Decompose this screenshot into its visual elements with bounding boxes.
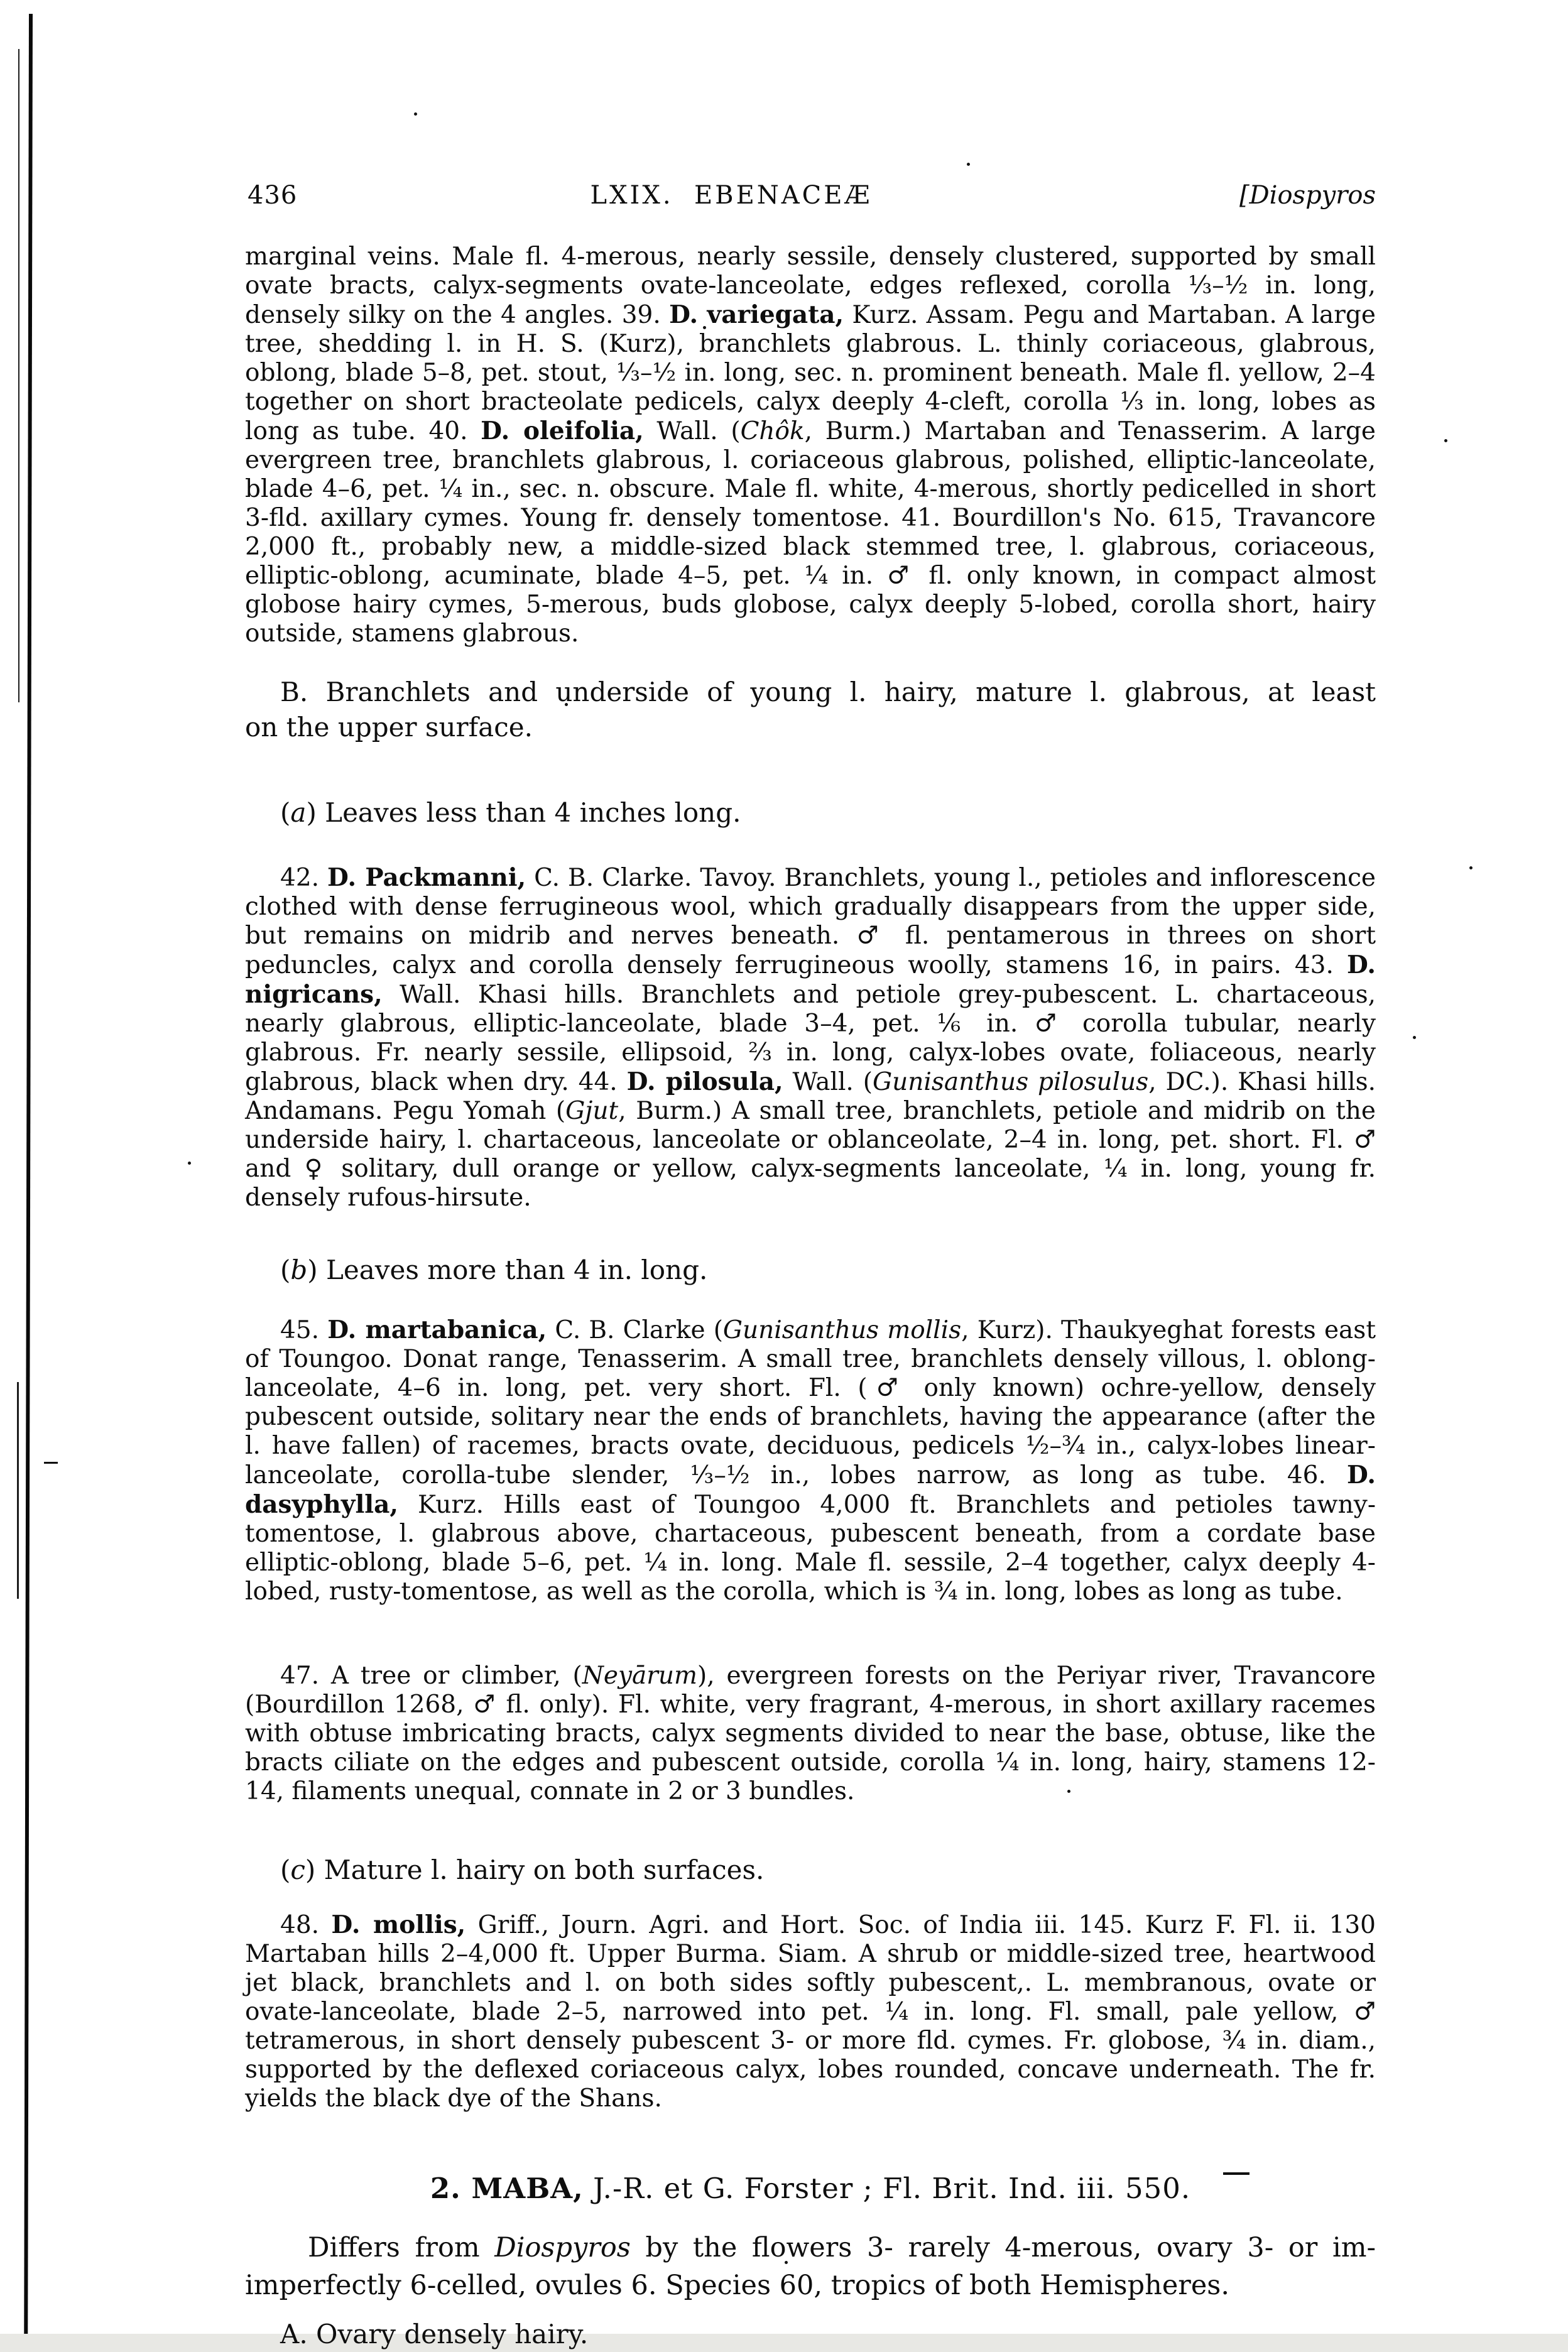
text-run: Wall. ( (643, 417, 741, 445)
text-run: ( (280, 1854, 291, 1885)
running-header-genus: [Diospyros (1239, 181, 1376, 210)
text-run: 47. A tree or climber, ( (280, 1662, 582, 1690)
text-run: 48. (280, 1911, 332, 1939)
text-run: Wall. ( (783, 1068, 873, 1096)
species-name: D. mollis, (331, 1910, 466, 1939)
text-run: marginal veins. Male fl. 4-merous, nearly sessile, densely clustered, supported by small ovate bracts, calyx-segments ovate-lanceolate, edges reflexed, corolla ⅓–½ in. long, densely silky on the 4 angles. 39. (245, 242, 1376, 329)
text-run: 45. (280, 1316, 328, 1344)
species-name: D. pilosula, (626, 1067, 783, 1096)
text-line (245, 675, 1376, 710)
text-run: by the flowers 3- rarely 4-merous, ovary 3- or im- (630, 2232, 1376, 2263)
text-run: 42. (280, 864, 328, 892)
scan-artifact-thin-line-upper (18, 49, 19, 702)
italic-text: Gunisanthus mollis (722, 1316, 962, 1344)
paragraph-species-47 (245, 1662, 1376, 1806)
italic-text: Gunisanthus pilosulus (872, 1068, 1149, 1096)
paragraph-species-39-41 (245, 242, 1376, 648)
text-run: ) Leaves more than 4 in. long. (307, 1255, 708, 1285)
text-run: ) Mature l. hairy on both surfaces. (305, 1854, 765, 1885)
text-run: J.-R. et G. Forster ; Fl. Brit. Ind. iii. 550. (583, 2172, 1191, 2205)
text-run: ) Leaves less than 4 inches long. (306, 797, 741, 828)
italic-text: b (290, 1255, 308, 1285)
genus-heading-maba (245, 2171, 1376, 2206)
subsection-heading-c (245, 1853, 1376, 1888)
species-name: D. nigricans, (245, 950, 1376, 1009)
text-line (245, 710, 1376, 745)
page-number: 436 (248, 181, 298, 210)
text-run: Kurz. Assam. Pegu and Martaban. A large tree, shedding l. in H. S. (Kurz), branchlets glabrous. L. thinly coriaceous, glabrous, oblong, blade 5–8, pet. stout, ⅓–½ in. long, sec. n. prominent beneath. Male fl. yellow, 2–4 together on short bracteolate pedicels, calyx deeply 4-cleft, corolla ⅓ in. long, lobes as long as tube. 40. (245, 301, 1376, 445)
text-run: imperfectly 6-celled, ovules 6. Species 60, tropics of both Hemispheres. (245, 2270, 1230, 2301)
page-header (245, 181, 1376, 211)
text-run: Kurz. Hills east of Toungoo 4,000 ft. Branchlets and petioles tawny-tomentose, l. glabrous above, chartaceous, pubescent beneath, from a cordate base elliptic-oblong, blade 5–6, pet. ¼ in. long. Male fl. sessile, 2–4 together, calyx deeply 4-lobed, rusty-tomentose, as well as the corolla, which is ¾ in. long, lobes as long as tube. (245, 1491, 1376, 1606)
italic-text: a (290, 797, 307, 828)
paragraph-species-48 (245, 1910, 1376, 2113)
text-line (245, 2267, 1376, 2304)
text-run: A. Ovary densely hairy. (280, 2319, 589, 2349)
species-name: D. Packmanni, (327, 863, 526, 892)
subsection-heading-a (245, 795, 1376, 830)
species-name: D. variegata, (669, 300, 844, 329)
text-run: , DC.). Khasi hills. Andamans. Pegu Yomah ( (245, 1068, 1376, 1125)
section-heading-B (245, 675, 1376, 745)
text-run: , Kurz). Thaukyeghat forests east of Toungoo. Donat range, Tenasserim. A small tree, branchlets densely villous, l. oblong-lanceolate, 4–6 in. long, pet. very short. Fl. (♂ only known) ochre-yellow, densely pubescent outside, solitary near the ends of branchlets, having the appearance (after the l. have fallen) of racemes, bracts ovate, deciduous, pedicels ½–¾ in., calyx-lobes linear-lanceolate, corolla-tube slender, ⅓–½ in., lobes narrow, as long as tube. 46. (245, 1316, 1376, 1489)
subsection-heading-b (245, 1253, 1376, 1288)
text-column (245, 242, 1376, 2352)
italic-text: Chôk (740, 417, 805, 445)
italic-text: Gjut (565, 1097, 619, 1125)
text-run: B. Branchlets and underside of young l. hairy, mature l. glabrous, at least (280, 677, 1376, 707)
text-run: ( (280, 1255, 291, 1285)
species-name: D. oleifolia, (481, 416, 644, 445)
text-run: Wall. Khasi hills. Branchlets and petiole grey-pubescent. L. chartaceous, nearly glabrous, elliptic-lanceolate, blade 3–4, pet. ⅙ in. ♂ corolla tubular, nearly glabrous. Fr. nearly sessile, ellipsoid, ⅔ in. long, calyx-lobes ovate, foliaceous, nearly glabrous, black when dry. 44. (245, 981, 1376, 1096)
text-run: C. B. Clarke. Tavoy. Branchlets, young l., petioles and inflorescence clothed with dense ferrugineous wool, which gradually disappears from the upper side, but remains on midrib and nerves beneath. ♂ fl. pentamerous in threes on short peduncles, calyx and corolla densely ferrugineous woolly, stamens 16, in pairs. 43. (245, 864, 1376, 979)
text-run: ( (280, 797, 291, 828)
text-run: C. B. Clarke ( (547, 1316, 723, 1344)
species-name: D. martabanica, (327, 1315, 547, 1344)
text-run: , Burm.) Martaban and Tenasserim. A large evergreen tree, branchlets glabrous, l. coriaceous glabrous, polished, elliptic-lanceolate, blade 4–6, pet. ¼ in., sec. n. obscure. Male fl. white, 4-merous, shortly pedicelled in short 3-fld. axillary cymes. Young fr. densely tomentose. 41. Bourdillon's No. 615, Travancore 2,000 ft., probably new, a middle-sized black stemmed tree, l. glabrous, coriaceous, elliptic-oblong, acuminate, blade 4–5, pet. ¼ in. ♂ fl. only known, in compact almost globose hairy cymes, 5-merous, buds globose, calyx deeply 5-lobed, corolla short, hairy outside, stamens glabrous. (245, 417, 1376, 648)
text-run: , Burm.) A small tree, branchlets, petiole and midrib on the underside hairy, l. chartaceous, lanceolate or oblanceolate, 2–4 in. long, pet. short. Fl. ♂ and ♀ solitary, dull orange or yellow, calyx-segments lanceolate, ¼ in. long, young fr. densely rufous-hirsute. (245, 1097, 1376, 1212)
text-run: ), evergreen forests on the Periyar river, Travancore (Bourdillon 1268, ♂ fl. only). Fl. white, very fragrant, 4-merous, in short axillary racemes with obtuse imbricating bracts, calyx segments divided to near the base, obtuse, like the bracts ciliate on the edges and pubescent outside, corolla ¼ in. long, hairy, stamens 12-14, filaments unequal, connate in 2 or 3 bundles. (245, 1662, 1376, 1805)
paragraph-species-42-44 (245, 863, 1376, 1212)
italic-text: Diospyros (494, 2232, 631, 2263)
scan-artifact-speckles (0, 0, 2, 2)
section-heading-A-ovary (245, 2317, 1376, 2352)
species-name: 2. MABA, (430, 2172, 584, 2205)
species-name: D. dasyphylla, (245, 1461, 1376, 1519)
scan-artifact-thin-line-lower (17, 1382, 19, 1599)
running-header-title: LXIX. EBENACEÆ (590, 181, 873, 210)
text-line (245, 2229, 1376, 2267)
text-run: Griff., Journ. Agri. and Hort. Soc. of India iii. 145. Kurz F. Fl. ii. 130 Martaban hills 2–4,000 ft. Upper Burma. Siam. A shrub or middle-sized tree, heartwood jet black, branchlets and l. on both sides softly pubescent,. L. membranous, ovate or ovate-lanceolate, blade 2–5, narrowed into pet. ¼ in. long. Fl. small, pale yellow, ♂ tetramerous, in short densely pubescent 3- or more fld. cymes. Fr. globose, ¾ in. diam., supported by the deflexed coriaceous calyx, lobes rounded, concave underneath. The fr. yields the black dye of the Shans. (245, 1911, 1376, 2113)
italic-text: c (290, 1854, 305, 1885)
scan-artifact-dash-left (44, 1462, 58, 1464)
paragraph-maba-intro (245, 2229, 1376, 2304)
italic-text: Neyārum (582, 1662, 698, 1690)
text-run: on the upper surface. (245, 712, 533, 743)
scan-artifact-thick-line (24, 14, 33, 2334)
text-content (245, 181, 1376, 2352)
paragraph-species-45-46 (245, 1315, 1376, 1606)
text-run: Differs from (308, 2232, 495, 2263)
